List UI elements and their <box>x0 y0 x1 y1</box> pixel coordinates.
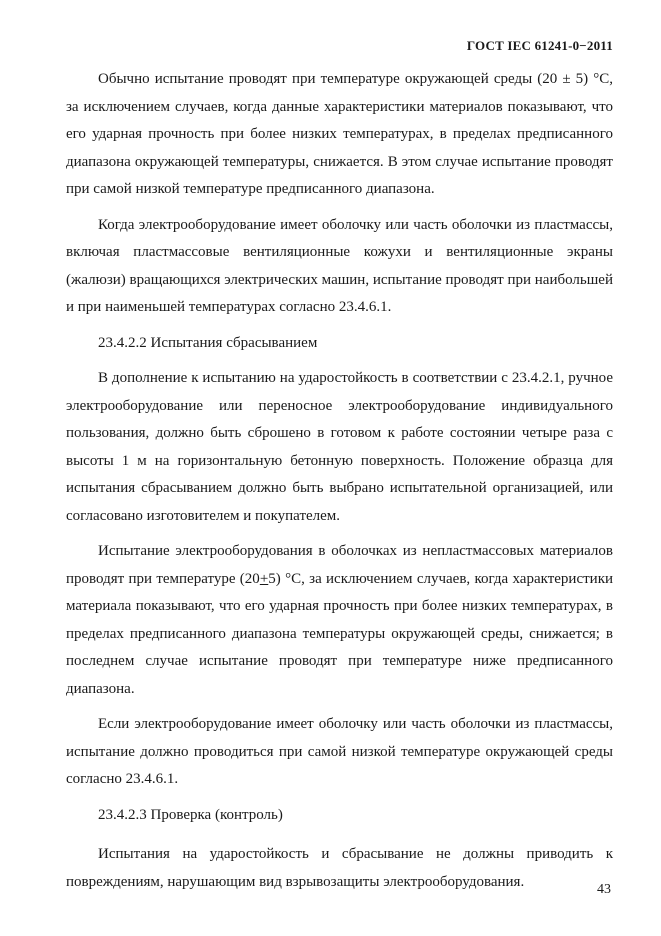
paragraph-non-plastic-enclosure <box>66 538 613 703</box>
plus-minus-sign: + <box>259 570 269 587</box>
paragraph-plastic-enclosure: Когда электрооборудование имеет оболочку или часть оболочки из пластмассы, включая пластмассовые вентиляционные кожухи и вентиляционные экраны (жалюзи) вращающихся электрических машин, испытание проводят при наибольшей и при наименьшей температурах согласно 23.4.6.1. <box>66 216 613 315</box>
standard-header: ГОСТ IEC 61241-0−2011 <box>466 38 613 53</box>
paragraph-verification: Испытания на ударостойкость и сбрасывание не должны приводить к повреждениям, нарушающим вид взрывозащиты электрооборудования. <box>66 846 613 890</box>
paragraph-non-plastic-text-end: 5) °С, за исключением случаев, когда характеристики материала показывают, что его ударная прочность при более низких температурах, в пределах предписанного диапазона температуры окружающей среды, снижается; в последнем случае испытание проводят при температуре ниже предписанного диапазона. <box>66 570 614 697</box>
section-heading-drop-tests: 23.4.2.2 Испытания сбрасыванием <box>98 334 318 351</box>
paragraph-plastic-low-temp: Если электрооборудование имеет оболочку или часть оболочки из пластмассы, испытание должно проводиться при самой низкой температуре окружающей среды согласно 23.4.6.1. <box>66 716 613 787</box>
document-body <box>66 66 613 896</box>
paragraph-test-temperature: Обычно испытание проводят при температуре окружающей среды (20 ± 5) °С, за исключением случаев, когда данные характеристики материалов показывают, что его ударная прочность при более низких температурах, в пределах предписанного диапазона окружающей температуры, снижается. В этом случае испытание проводят при самой низкой температуре предписанного диапазона. <box>66 71 613 197</box>
page-number: 43 <box>597 882 611 897</box>
paragraph-drop-test: В дополнение к испытанию на ударостойкость в соответствии с 23.4.2.1, ручное электрооборудование или переносное электрооборудование индивидуального пользования, должно быть сброшено в готовом к работе состоянии четыре раза с высоты 1 м на горизонтальную бетонную поверхность. Положение образца для испытания сбрасыванием должно быть выбрано испытательной организацией, или согласовано изготовителем и покупателем. <box>66 370 613 524</box>
section-heading-verification: 23.4.2.3 Проверка (контроль) <box>98 806 283 823</box>
paragraph-non-plastic-text-start: Испытание электрооборудования в оболочках из непластмассовых материалов проводят при температуре (20 <box>66 543 613 587</box>
